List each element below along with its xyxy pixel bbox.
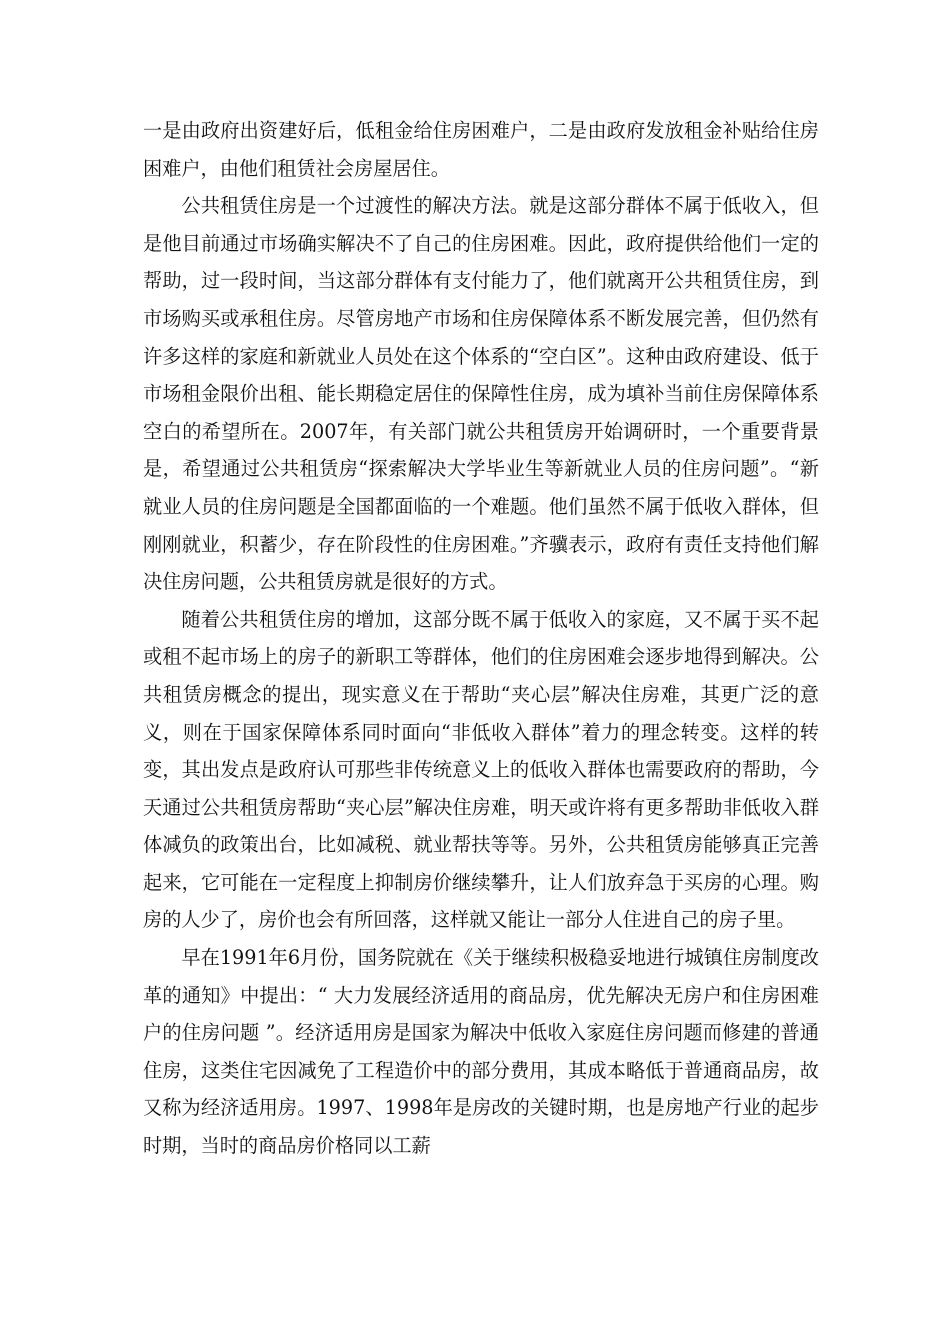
body-text bbox=[143, 112, 819, 1165]
paragraph-public-rental-transition: 公共租赁住房是一个过渡性的解决方法。就是这部分群体不属于低收入，但是他目前通过市场确实解决不了自己的住房困难。因此，政府提供给他们一定的帮助，过一段时间，当这部分群体有支付能力了，他们就离开公共租赁住房，到市场购买或承租住房。尽管房地产市场和住房保障体系不断发展完善，但仍然有许多这样的家庭和新就业人员处在这个体系的“空白区”。这种由政府建设、低于市场租金限价出租、能长期稳定居住的保障性住房，成为填补当前住房保障体系空白的希望所在。2007年，有关部门就公共租赁房开始调研时，一个重要背景是，希望通过公共租赁房“探索解决大学毕业生等新就业人员的住房问题”。“新就业人员的住房问题是全国都面临的一个难题。他们虽然不属于低收入群体，但刚刚就业，积蓄少，存在阶段性的住房困难。”齐骥表示，政府有责任支持他们解决住房问题，公共租赁房就是很好的方式。 bbox=[143, 194, 819, 594]
paragraph-sandwich-class: 随着公共租赁住房的增加，这部分既不属于低收入的家庭，又不属于买不起或租不起市场上的房子的新职工等群体，他们的住房困难会逐步地得到解决。公共租赁房概念的提出，现实意义在于帮助“夹心层”解决住房难，其更广泛的意义，则在于国家保障体系同时面向“非低收入群体”着力的理念转变。这样的转变，其出发点是政府认可那些非传统意义上的低收入群体也需要政府的帮助，今天通过公共租赁房帮助“夹心层”解决住房难，明天或许将有更多帮助非低收入群体减负的政策出台，比如减税、就业帮扶等等。另外，公共租赁房能够真正完善起来，它可能在一定程度上抑制房价继续攀升，让人们放弃急于买房的心理。购房的人少了，房价也会有所回落，这样就又能让一部分人住进自己的房子里。 bbox=[143, 607, 819, 932]
paragraph-continuation: 一是由政府出资建好后，低租金给住房困难户，二是由政府发放租金补贴给住房困难户，由他们租赁社会房屋居住。 bbox=[143, 119, 819, 180]
paragraph-affordable-housing-history: 早在1991年6月份，国务院就在《关于继续积极稳妥地进行城镇住房制度改革的通知》中提出：“ 大力发展经济适用的商品房，优先解决无房户和住房困难户的住房问题 ”。经济适用房是国家为解决中低收入家庭住房问题而修建的普通住房，这类住宅因减免了工程造价中的部分费用，其成本略低于普通商品房，故又称为经济适用房。1997、1998年是房改的关键时期，也是房地产行业的起步时期，当时的商品房价格同以工薪 bbox=[143, 946, 819, 1158]
